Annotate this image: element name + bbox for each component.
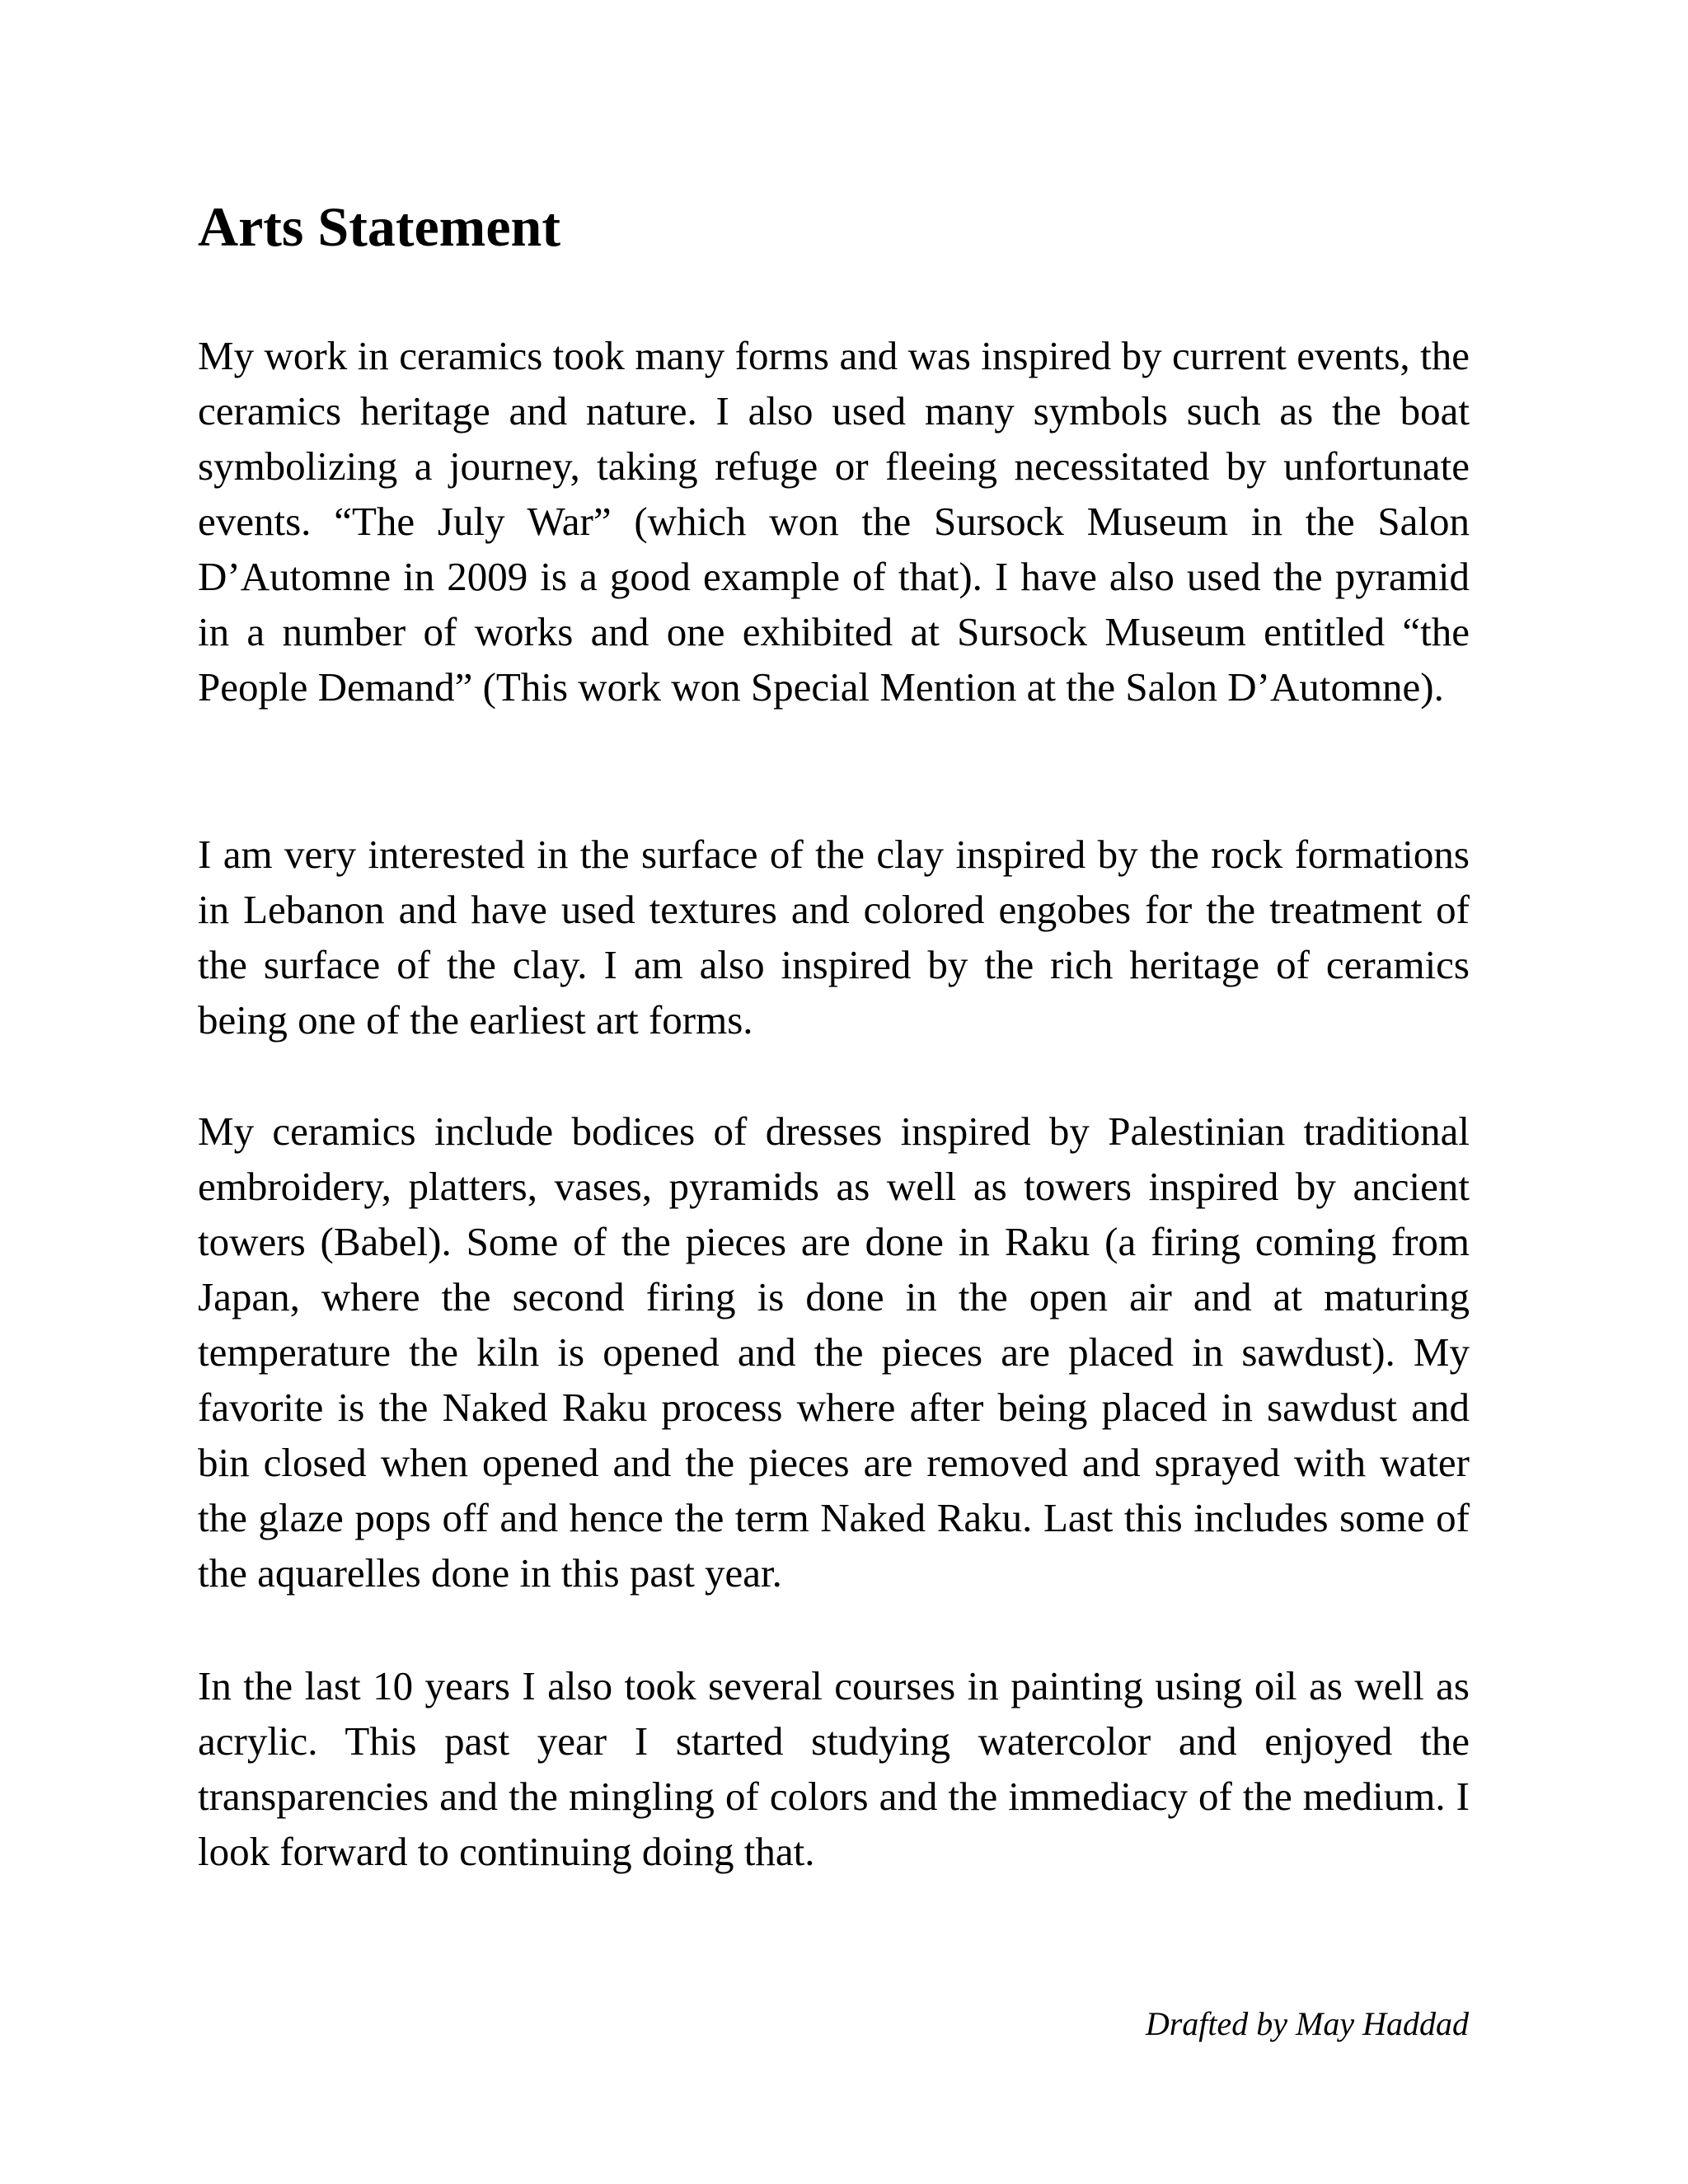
signature-line: Drafted by May Haddad [1145, 2005, 1469, 2042]
paragraph-painting: In the last 10 years I also took several courses in painting using oil as well as acrylic. This past year I started studying watercolor and enjoyed the transparencies and the mingling of colors and the immediacy of the medium. I look forward to continuing doing that. [198, 1663, 1470, 1874]
page-title: Arts Statement [198, 195, 560, 258]
paragraph-ceramics-forms: My work in ceramics took many forms and was inspired by current events, the ceramics heritage and nature. I also used many symbols such as the boat symbolizing a journey, taking refuge or fleeing necessitated by unfortunate events. “The July War” (which won the Sursock Museum in the Salon D’Automne in 2009 is a good example of that). I have also used the pyramid in a number of works and one exhibited at Sursock Museum entitled “the People Demand” (This work won Special Mention at the Salon D’Automne). [198, 333, 1470, 710]
paragraph-ceramics-raku: My ceramics include bodices of dresses inspired by Palestinian traditional embroidery, platters, vases, pyramids as well as towers inspired by ancient towers (Babel). Some of the pieces are done in Raku (a firing coming from Japan, where the second firing is done in the open air and at maturing temperature the kiln is opened and the pieces are placed in sawdust). My favorite is the Naked Raku process where after being placed in sawdust and bin closed when opened and the pieces are removed and sprayed with water the glaze pops off and hence the term Naked Raku. Last this includes some of the aquarelles done in this past year. [198, 1108, 1470, 1596]
paragraph-clay-surface: I am very interested in the surface of the clay inspired by the rock formations in Lebanon and have used textures and colored engobes for the treatment of the surface of the clay. I am also inspired by the rich heritage of ceramics being one of the earliest art forms. [198, 832, 1470, 1043]
